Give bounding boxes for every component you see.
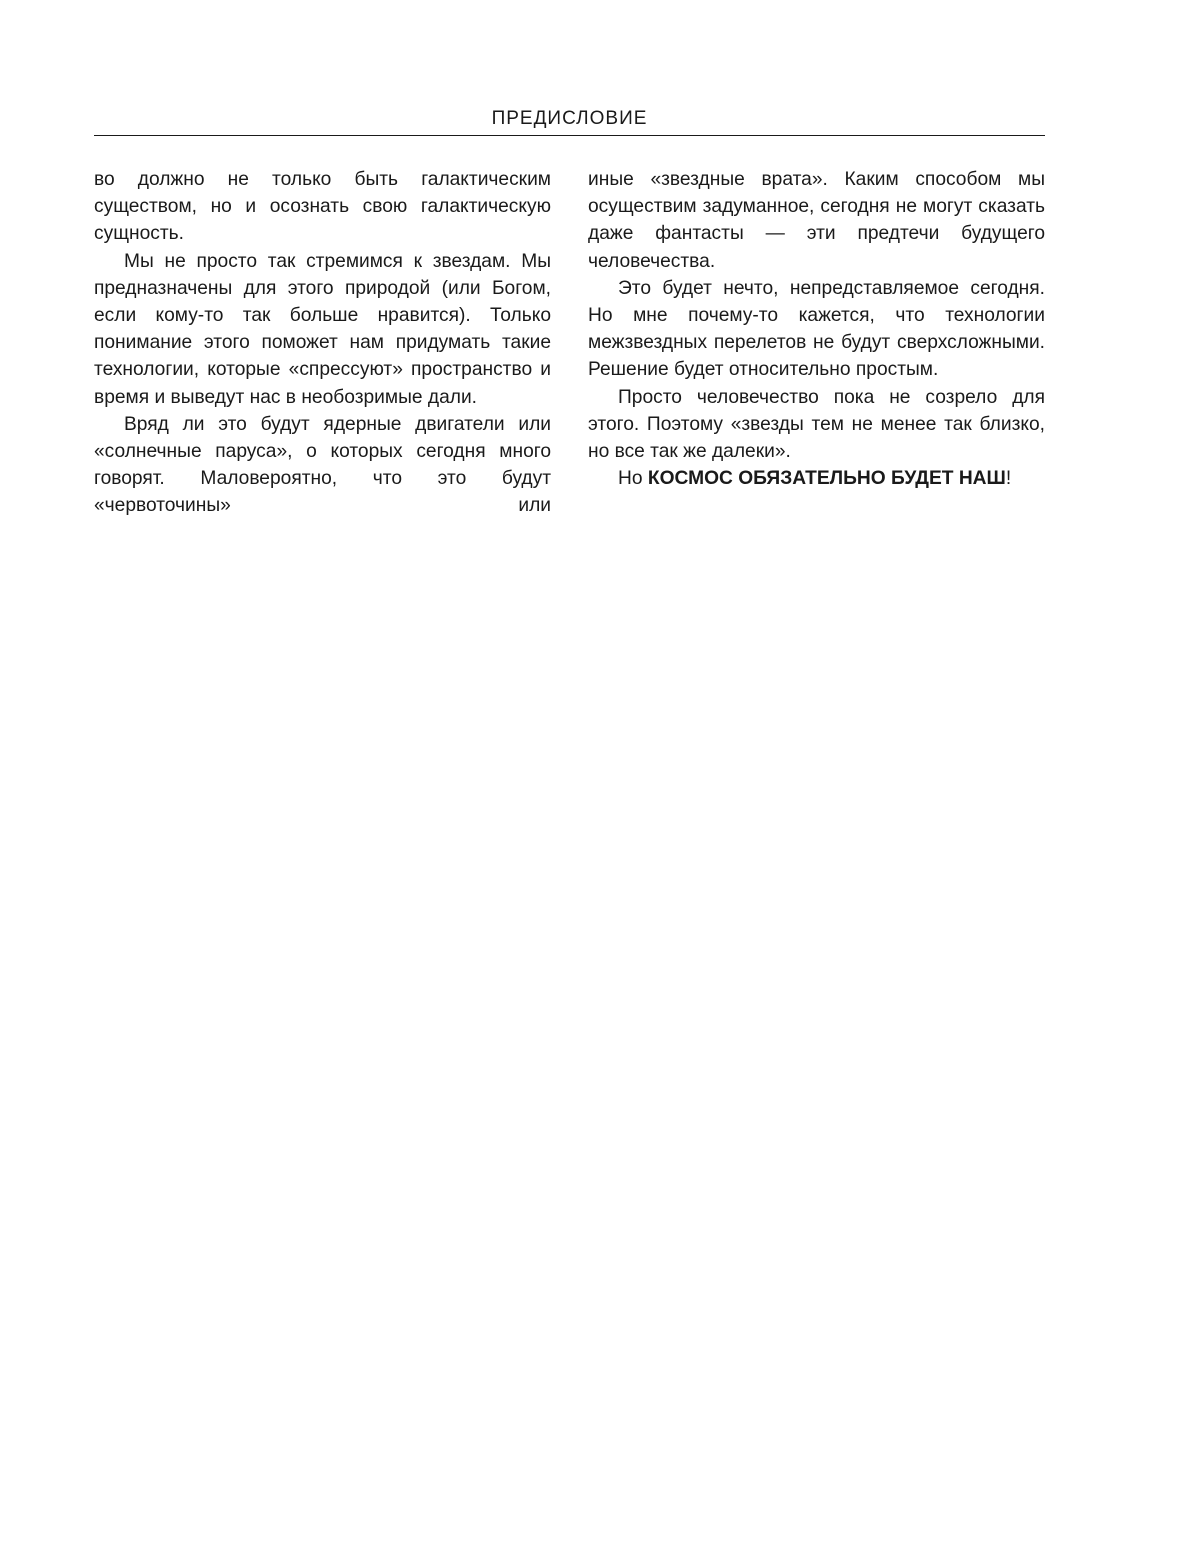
paragraph: иные «звездные врата». Каким способом мы осуществим задуманное, сегодня не могут сказать даже фантасты — эти предтечи будущего человечества. bbox=[588, 169, 1045, 272]
paragraph: Мы не просто так стремимся к звездам. Мы предназначены для этого природой (или Богом, если кому-то так больше нравится). Только понимание этого поможет нам придумать такие технологии, которые «спрессуют» пространство и время и выведут нас в необозримые дали. bbox=[94, 250, 551, 408]
paragraph: Просто человечество пока не созрело для этого. Поэтому «звезды тем не менее так близко, но все так же далеки». bbox=[588, 386, 1045, 463]
closing-paragraph bbox=[588, 465, 1045, 492]
paragraph: во должно не только быть галактическим существом, но и осознать свою галактическую сущность. bbox=[94, 169, 551, 245]
right-column bbox=[588, 166, 1045, 492]
left-column bbox=[94, 166, 551, 520]
closing-suffix: ! bbox=[1005, 468, 1012, 490]
closing-prefix: Но bbox=[618, 468, 648, 490]
paragraph: Вряд ли это будут ядерные двигатели или «солнечные паруса», о которых сегодня много говорят. Маловероятно, что это будут «червоточины» или bbox=[94, 413, 551, 517]
running-head-title: ПРЕДИСЛОВИЕ bbox=[491, 108, 648, 129]
closing-emphasis: КОСМОС ОБЯЗАТЕЛЬНО БУДЕТ НАШ bbox=[647, 468, 1006, 490]
running-head bbox=[94, 106, 1045, 136]
paragraph: Это будет нечто, непредставляемое сегодня. Но мне почему-то кажется, что технологии межзвездных перелетов не будут сверхсложными. Решение будет относительно простым. bbox=[588, 277, 1045, 381]
